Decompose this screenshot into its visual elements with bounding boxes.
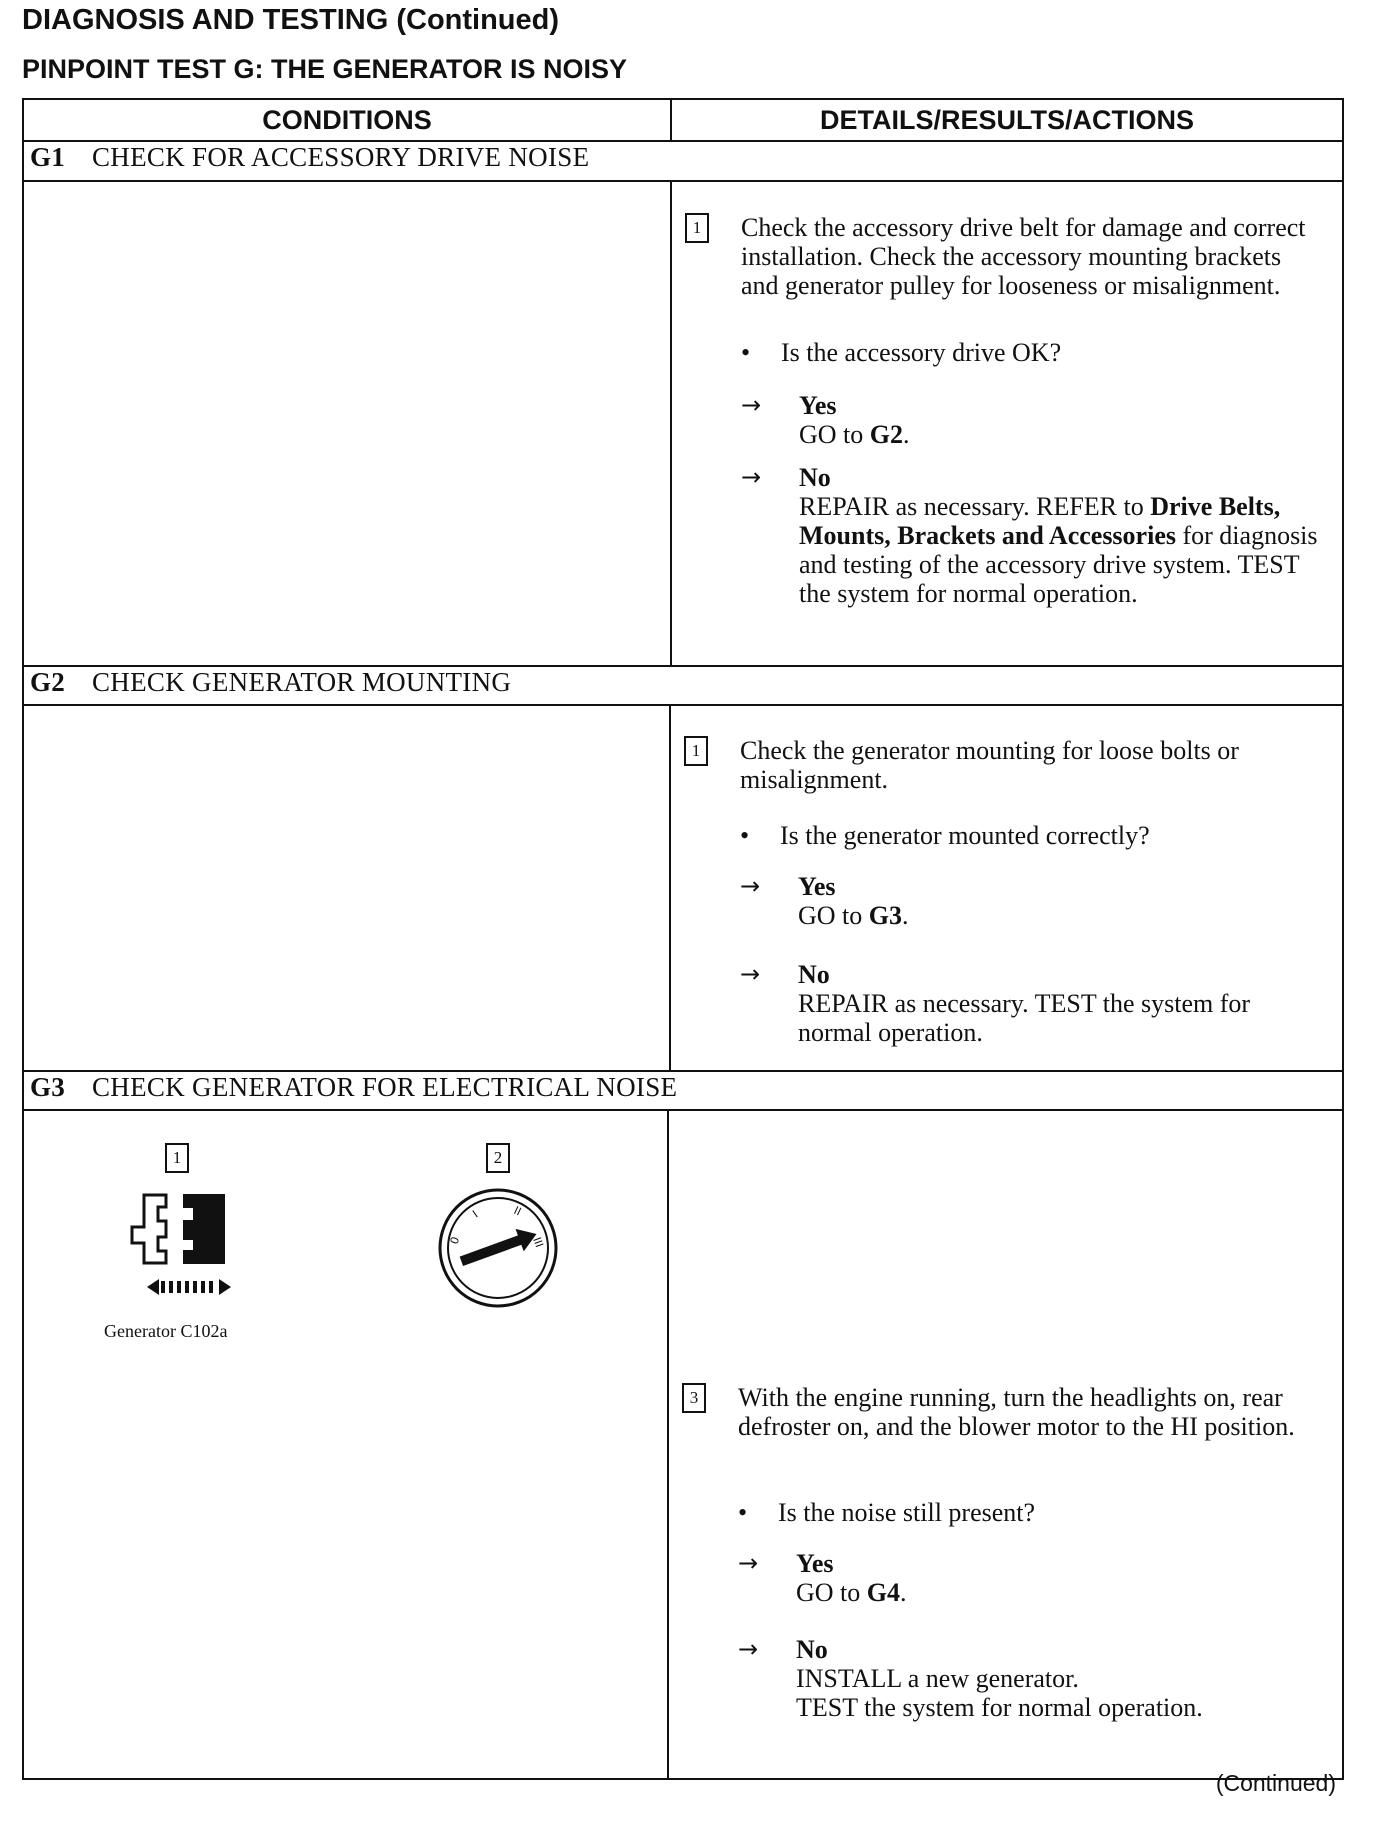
conditions-column-header: CONDITIONS	[262, 105, 432, 135]
go-to-target: G4	[866, 1578, 901, 1607]
divider	[670, 180, 672, 665]
bullet-icon: •	[740, 821, 750, 850]
continued-label: (Continued)	[1215, 1770, 1336, 1796]
divider	[669, 704, 671, 1070]
ignition-switch-icon	[433, 1183, 563, 1313]
key-position-start: III	[530, 1235, 546, 1250]
step-number-box: 3	[682, 1383, 706, 1413]
action-text: Check the generator mounting for loose bolts or misalignment.	[740, 736, 1239, 794]
result-text: GO to G2.	[799, 420, 910, 449]
generator-connector-illustration	[114, 1185, 264, 1305]
step-g2-heading	[30, 667, 511, 698]
disconnect-double-arrow-icon	[147, 1279, 231, 1295]
result-label: No	[799, 463, 831, 492]
go-to-text: GO to	[796, 1578, 861, 1607]
divider	[24, 1109, 1342, 1111]
pinpoint-test-title: PINPOINT TEST G: THE GENERATOR IS NOISY	[22, 54, 628, 84]
divider	[667, 1109, 669, 1780]
step-title: CHECK GENERATOR FOR ELECTRICAL NOISE	[92, 1072, 678, 1102]
result-label: Yes	[798, 872, 836, 901]
key-position-run: II	[511, 1203, 524, 1219]
action-text: Check the accessory drive belt for damage and correct installation. Check the accessory mounting brackets and generator pulley for looseness or misalignment.	[741, 213, 1306, 300]
result-text	[796, 1664, 1316, 1722]
divider	[24, 704, 1342, 706]
result-label: No	[796, 1635, 828, 1664]
go-to-text: GO to	[799, 420, 864, 449]
key-position-accessory: I	[470, 1207, 481, 1221]
result-label: Yes	[799, 391, 837, 420]
step-title: CHECK GENERATOR MOUNTING	[92, 667, 512, 697]
step-g3-heading	[30, 1072, 677, 1103]
result-text	[799, 492, 1319, 608]
action-text: With the engine running, turn the headlights on, rear defroster on, and the blower motor to the HI position.	[738, 1383, 1295, 1441]
step-code: G3	[30, 1072, 66, 1102]
go-to-text: GO to	[798, 901, 863, 930]
step-g1-heading	[30, 142, 589, 173]
result-text: REPAIR as necessary. TEST the system for normal operation.	[798, 989, 1251, 1047]
question-text: Is the accessory drive OK?	[781, 338, 1062, 367]
go-to-target: G2	[869, 420, 904, 449]
divider	[24, 180, 1342, 182]
step-title: CHECK FOR ACCESSORY DRIVE NOISE	[92, 142, 590, 172]
no-text-continued: TEST the system for normal operation.	[796, 1693, 1203, 1722]
figure-number-box: 1	[165, 1143, 189, 1173]
go-to-target: G3	[868, 901, 903, 930]
arrow-right-icon: →	[738, 1549, 759, 1577]
reference-link: Drive Belts, Mounts, Brackets and Accessories	[799, 492, 1281, 550]
arrow-right-icon: →	[740, 960, 761, 988]
divider	[670, 100, 672, 140]
no-text: INSTALL a new generator.	[796, 1664, 1079, 1693]
bullet-icon: •	[738, 1498, 748, 1527]
arrow-right-icon: →	[741, 391, 762, 419]
figure-number-box: 2	[486, 1143, 510, 1173]
arrow-right-icon: →	[740, 872, 761, 900]
details-column-header: DETAILS/RESULTS/ACTIONS	[819, 105, 1194, 135]
no-text: REPAIR as necessary. REFER to	[799, 492, 1144, 521]
step-number-box: 1	[684, 736, 708, 766]
step-code: G2	[30, 667, 66, 697]
bullet-icon: •	[741, 338, 751, 367]
arrow-right-icon: →	[738, 1635, 759, 1663]
question-text: Is the generator mounted correctly?	[780, 821, 1150, 850]
result-text: GO to G3.	[798, 901, 909, 930]
result-label: No	[798, 960, 830, 989]
no-text-continued: for diagnosis and testing of the accessory drive system. TEST the system for normal operation.	[799, 521, 1318, 608]
result-label: Yes	[796, 1549, 834, 1578]
page-title: DIAGNOSIS AND TESTING (Continued)	[22, 4, 560, 36]
connector-half-solid	[184, 1195, 224, 1263]
connector-half-outline	[132, 1195, 166, 1263]
arrow-right-icon: →	[741, 463, 762, 491]
question-text: Is the noise still present?	[778, 1498, 1036, 1527]
figure-caption: Generator C102a	[104, 1321, 228, 1341]
step-number-box: 1	[685, 213, 709, 243]
key-position-off: 0	[447, 1235, 463, 1247]
step-code: G1	[30, 142, 66, 172]
pinpoint-test-table	[22, 98, 1344, 1780]
result-text: GO to G4.	[796, 1578, 907, 1607]
